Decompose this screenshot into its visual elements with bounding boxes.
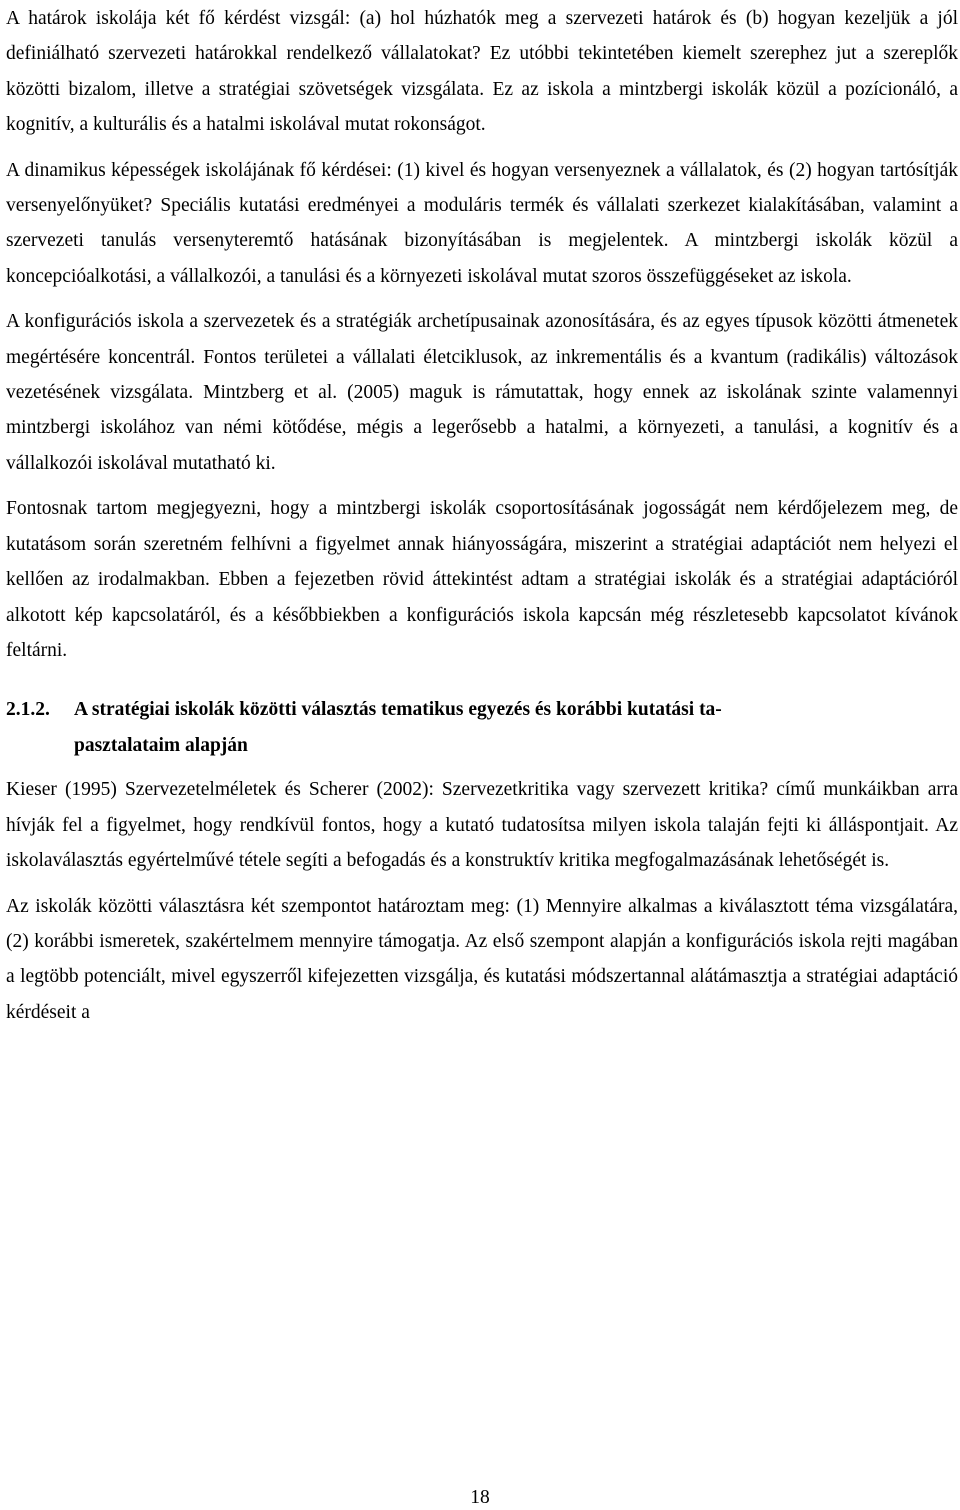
section-title-line-1: A stratégiai iskolák közötti választás tematikus egyezés és korábbi kutatási ta- bbox=[74, 699, 722, 721]
document-page bbox=[6, 0, 958, 1030]
paragraph-configuration-school: A konfigurációs iskola a szervezetek és a stratégiák archetípusainak azonosítására, és az egyes típusok közötti átmenetek megértésére koncentrál. Fontos területei a vállalati életciklusok, az inkrementális és a kvantum (radikális) változások vezetésének vizsgálata. Mintzberg et al. (2005) maguk is rámutattak, hogy ennek az iskolának szinte valamennyi mintzbergi iskolához van némi kötődése, mégis a legerősebb a hatalmi, a környezeti, a tanulási, a kognitív és a vállalkozói iskolával mutatható ki. bbox=[6, 311, 958, 474]
paragraph-dynamic-capabilities-school: A dinamikus képességek iskolájának fő kérdései: (1) kivel és hogyan versenyeznek a vállalatok, és (2) hogyan tartósítják versenyelőnyüket? Speciális kutatási eredményei a moduláris termék és vállalati szerkezet kialakításában, valamint a szervezeti tanulás versenyteremtő hatásának bizonyításában is megjelentek. A mintzbergi iskolák közül a koncepcióalkotási, a vállalkozói, a tanulási és a környezeti iskolával mutat szoros összefüggéseket az iskola. bbox=[6, 159, 958, 287]
paragraph-kieser-scherer: Kieser (1995) Szervezetelméletek és Scherer (2002): Szervezetkritika vagy szervezett kritika? című munkáikban arra hívják fel a figyelmet, hogy rendkívül fontos, hogy a kutató tudatosítsa milyen iskola talaján fejti ki álláspontjait. Az iskolaválasztás egyértelművé tétele segíti a befogadás és a konstruktív kritika megfogalmazásának lehetőségét is. bbox=[6, 779, 958, 872]
paragraph-author-remark: Fontosnak tartom megjegyezni, hogy a mintzbergi iskolák csoportosításának jogosságát nem kérdőjelezem meg, de kutatásom során szeretném felhívni a figyelmet annak hiányosságára, miszerint a stratégiai adaptációt nem helyezi el kellően az irodalmakban. Ebben a fejezetben rövid áttekintést adtam a stratégiai iskolák és a stratégiai adaptációról alkotott kép kapcsolatáról, és a későbbiekben a konfigurációs iskola kapcsán még részletesebb kapcsolatot kívánok feltárni. bbox=[6, 498, 958, 661]
section-heading bbox=[6, 692, 958, 764]
paragraph-boundaries-school: A határok iskolája két fő kérdést vizsgál: (a) hol húzhatók meg a szervezeti határok és (b) hogyan kezeljük a jól definiálható szervezeti határokkal rendelkező vállalatokat? Ez utóbbi tekintetében kiemelt szerephez jut a szereplők közötti bizalom, illetve a stratégiai szövetségek vizsgálata. Ez az iskola a mintzbergi iskolák közül a pozícionáló, a kognitív, a kulturális és a hatalmi iskolával mutat rokonságot. bbox=[6, 8, 958, 136]
section-number: 2.1.2. bbox=[6, 699, 50, 721]
section-title-line-2: pasztalataim alapján bbox=[74, 735, 248, 757]
page-number: 18 bbox=[470, 1487, 490, 1508]
paragraph-school-selection: Az iskolák közötti választásra két szempontot határoztam meg: (1) Mennyire alkalmas a kiválasztott téma vizsgálatára, (2) korábbi ismeretek, szakértelmem mennyire támogatja. Az első szempont alapján a konfigurációs iskola rejti magában a legtöbb potenciált, mivel egyszerről kifejezetten vizsgálja, és kutatási módszertannal alátámasztja a stratégiai adaptáció kérdéseit a bbox=[6, 895, 958, 1023]
